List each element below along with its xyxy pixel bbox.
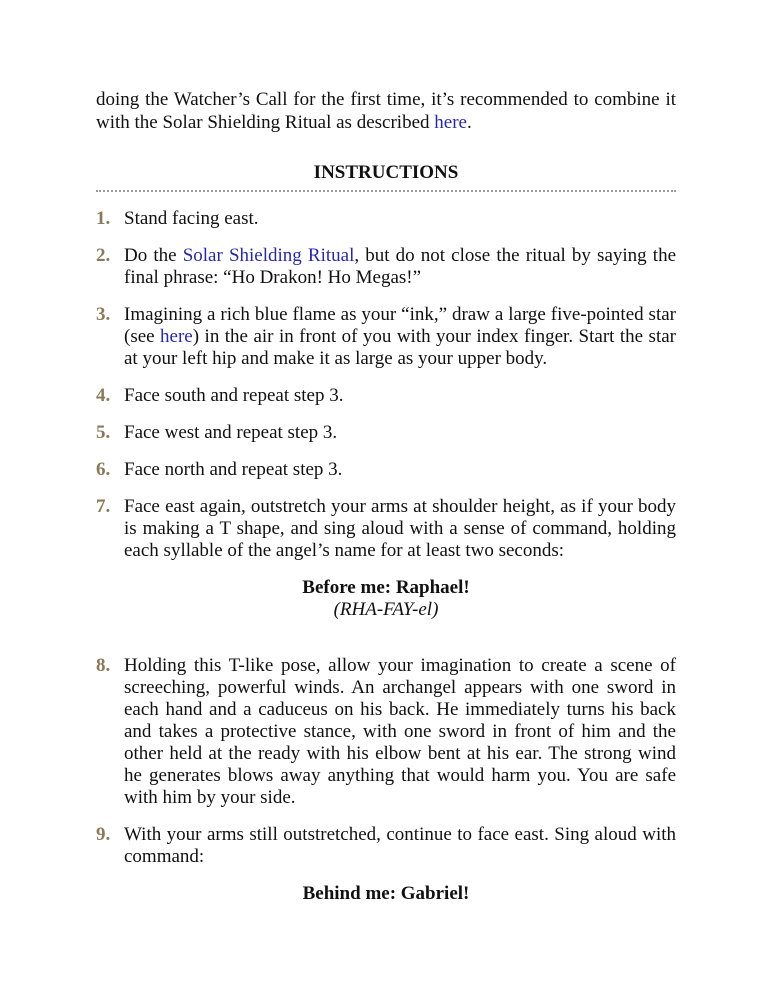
step-text: Holding this T-like pose, allow your imagination to create a scene of screeching, powerful winds. An archangel appears with one sword in each hand and a caduceus on his back. He immediately turns his back and takes a protective stance, with one sword in front of him and the other held at the ready with his elbow bent at his ear. The strong wind he generates blows away anything that would harm you. You are safe with him by your side.: [124, 655, 676, 808]
step-text: Imagining a rich blue flame as your “ink,” draw a large five-pointed star (see: [124, 304, 676, 347]
intro-text: doing the Watcher’s Call for the first time, it’s recommended to combine it with the Solar Shielding Ritual as described: [96, 89, 676, 133]
intro-paragraph: [96, 88, 676, 134]
intro-here-link[interactable]: here: [434, 112, 467, 133]
step-number: 7.: [96, 496, 111, 517]
step-text: , but do not close the ritual by saying the final phrase: “Ho Drakon! Ho Megas!”: [124, 245, 677, 288]
step-item: [96, 245, 676, 289]
invocation-call: Behind me: Gabriel!: [302, 883, 470, 904]
step-item: [96, 385, 676, 407]
step-number: 9.: [96, 824, 111, 845]
step-number: 2.: [96, 245, 111, 266]
solar-shielding-ritual-link[interactable]: Solar Shielding Ritual: [182, 245, 355, 266]
step-item: [96, 824, 676, 868]
step-item: [96, 655, 676, 809]
star-here-link[interactable]: here: [160, 326, 193, 347]
step-text: ) in the air in front of you with your index finger. Start the star at your left hip and make it as large as your upper body.: [124, 326, 676, 369]
instructions-list-continued: [96, 655, 676, 868]
instructions-list: [96, 208, 676, 562]
step-text: Face east again, outstretch your arms at shoulder height, as if your body is making a T shape, and sing aloud with a sense of command, holding each syllable of the angel’s name for at least two seconds:: [124, 496, 676, 561]
invocation-raphael: [96, 577, 676, 621]
step-item: [96, 459, 676, 481]
intro-text-end: .: [466, 112, 472, 133]
step-text: Do the: [124, 245, 183, 266]
invocation-call: Before me: Raphael!: [302, 577, 470, 598]
invocation-gabriel: [96, 883, 676, 905]
step-text: Face north and repeat step 3.: [124, 459, 343, 480]
step-item: [96, 304, 676, 370]
step-item: [96, 496, 676, 562]
instructions-heading: INSTRUCTIONS: [313, 162, 459, 183]
step-item: [96, 208, 676, 230]
step-number: 5.: [96, 422, 111, 443]
step-number: 6.: [96, 459, 111, 480]
invocation-pronunciation: (RHA-FAY-el): [333, 599, 439, 620]
step-text: Face south and repeat step 3.: [124, 385, 344, 406]
step-number: 1.: [96, 208, 111, 229]
step-number: 3.: [96, 304, 111, 325]
step-text: Face west and repeat step 3.: [124, 422, 338, 443]
dotted-divider: [96, 190, 676, 192]
step-number: 8.: [96, 655, 111, 676]
step-text: Stand facing east.: [124, 208, 259, 229]
step-number: 4.: [96, 385, 111, 406]
step-item: [96, 422, 676, 444]
step-text: With your arms still outstretched, continue to face east. Sing aloud with command:: [124, 824, 676, 867]
document-page: [96, 88, 676, 905]
